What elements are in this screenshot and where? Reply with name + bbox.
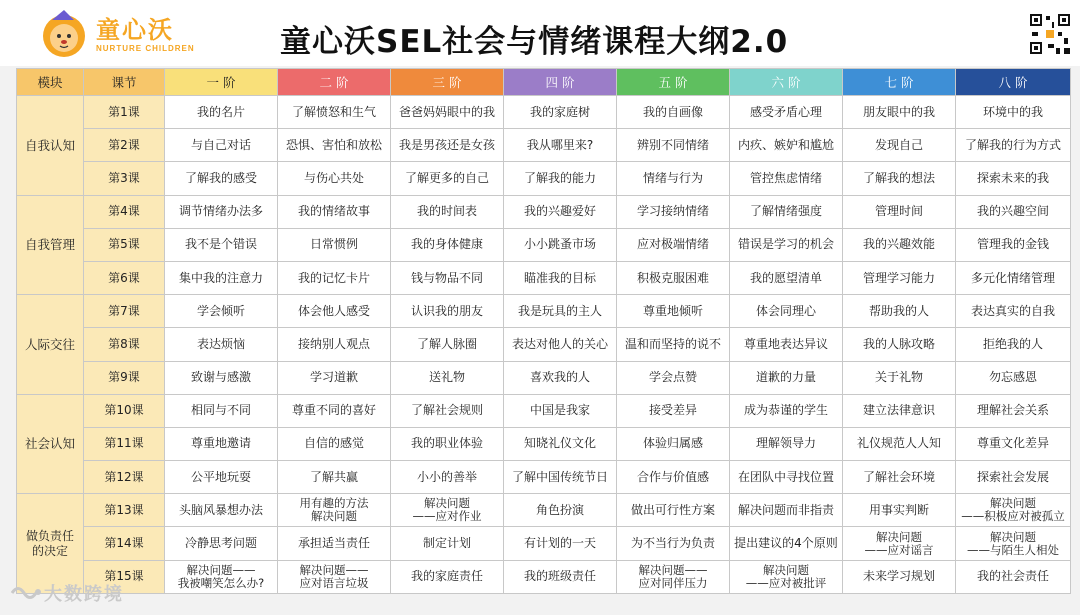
topic-cell: 温和而坚持的说不 [617,328,730,361]
topic-cell: 我的自画像 [617,96,730,129]
topic-cell: 表达真实的自我 [956,295,1071,328]
page-title: 童心沃SEL社会与情绪课程大纲2.0 [280,24,789,60]
table-header-row [17,69,1071,96]
topic-cell: 表达对他人的关心 [504,328,617,361]
table-row [17,527,1071,560]
lesson-cell: 第8课 [84,328,165,361]
topic-cell: 了解我的感受 [165,162,278,195]
topic-cell: 关于礼物 [843,361,956,394]
topic-cell: 解决问题 ——应对作业 [391,494,504,527]
topic-cell: 在团队中寻找位置 [730,461,843,494]
topic-cell: 解决问题—— 应对语言垃圾 [278,560,391,593]
topic-cell: 理解领导力 [730,427,843,460]
topic-cell: 管控焦虑情绪 [730,162,843,195]
topic-cell: 承担适当责任 [278,527,391,560]
topic-cell: 有计划的一天 [504,527,617,560]
topic-cell: 解决问题—— 应对同伴压力 [617,560,730,593]
topic-cell: 相同与不同 [165,394,278,427]
curriculum-table [16,68,1071,594]
brand-name-cn: 童心沃 [96,15,174,44]
topic-cell: 管理时间 [843,195,956,228]
module-cell: 做负责任的决定 [17,494,84,594]
topic-cell: 与伤心共处 [278,162,391,195]
topic-cell: 我是男孩还是女孩 [391,129,504,162]
topic-cell: 感受矛盾心理 [730,96,843,129]
topic-cell: 致谢与感激 [165,361,278,394]
topic-cell: 知晓礼仪文化 [504,427,617,460]
lesson-cell: 第12课 [84,461,165,494]
topic-cell: 应对极端情绪 [617,228,730,261]
topic-cell: 探索社会发展 [956,461,1071,494]
topic-cell: 我的兴趣爱好 [504,195,617,228]
topic-cell: 解决问题而非指责 [730,494,843,527]
topic-cell: 发现自己 [843,129,956,162]
topic-cell: 建立法律意识 [843,394,956,427]
topic-cell: 为不当行为负责 [617,527,730,560]
topic-cell: 朋友眼中的我 [843,96,956,129]
table-row [17,195,1071,228]
topic-cell: 尊重地邀请 [165,427,278,460]
topic-cell: 我的人脉攻略 [843,328,956,361]
table-row [17,261,1071,294]
topic-cell: 礼仪规范人人知 [843,427,956,460]
topic-cell: 用事实判断 [843,494,956,527]
module-cell: 自我管理 [17,195,84,295]
topic-cell: 帮助我的人 [843,295,956,328]
lesson-cell: 第13课 [84,494,165,527]
topic-cell: 了解愤怒和生气 [278,96,391,129]
topic-cell: 探索未来的我 [956,162,1071,195]
lesson-cell: 第9课 [84,361,165,394]
topic-cell: 喜欢我的人 [504,361,617,394]
lesson-cell: 第3课 [84,162,165,195]
topic-cell: 认识我的朋友 [391,295,504,328]
column-header-0: 模块 [17,69,84,96]
topic-cell: 解决问题 ——应对谣言 [843,527,956,560]
topic-cell: 合作与价值感 [617,461,730,494]
watermark [8,580,124,606]
topic-cell: 我的社会责任 [956,560,1071,593]
topic-cell: 我的兴趣效能 [843,228,956,261]
topic-cell: 我的家庭树 [504,96,617,129]
topic-cell: 我的家庭责任 [391,560,504,593]
topic-cell: 勿忘感恩 [956,361,1071,394]
topic-cell: 日常惯例 [278,228,391,261]
topic-cell: 了解更多的自己 [391,162,504,195]
topic-cell: 我的记忆卡片 [278,261,391,294]
topic-cell: 了解社会规则 [391,394,504,427]
topic-cell: 未来学习规划 [843,560,956,593]
brand-name-en: NURTURE CHILDREN [96,43,195,53]
topic-cell: 表达烦恼 [165,328,278,361]
topic-cell: 解决问题 ——与陌生人相处 [956,527,1071,560]
topic-cell: 小小的善举 [391,461,504,494]
table-row [17,295,1071,328]
lesson-cell: 第6课 [84,261,165,294]
topic-cell: 我的职业体验 [391,427,504,460]
topic-cell: 了解中国传统节日 [504,461,617,494]
module-cell: 自我认知 [17,96,84,196]
topic-cell: 中国是我家 [504,394,617,427]
table-row [17,461,1071,494]
topic-cell: 学会点赞 [617,361,730,394]
topic-cell: 错误是学习的机会 [730,228,843,261]
topic-cell: 尊重文化差异 [956,427,1071,460]
topic-cell: 角色扮演 [504,494,617,527]
lesson-cell: 第15课 [84,560,165,593]
column-header-7: 六 阶 [730,69,843,96]
topic-cell: 多元化情绪管理 [956,261,1071,294]
column-header-9: 八 阶 [956,69,1071,96]
lesson-cell: 第2课 [84,129,165,162]
module-cell: 社会认知 [17,394,84,494]
topic-cell: 小小跳蚤市场 [504,228,617,261]
table-row [17,394,1071,427]
topic-cell: 提出建议的4个原则 [730,527,843,560]
topic-cell: 内疚、嫉妒和尴尬 [730,129,843,162]
topic-cell: 辨别不同情绪 [617,129,730,162]
topic-cell: 体会同理心 [730,295,843,328]
topic-cell: 我的兴趣空间 [956,195,1071,228]
topic-cell: 我的愿望清单 [730,261,843,294]
lesson-cell: 第4课 [84,195,165,228]
topic-cell: 公平地玩耍 [165,461,278,494]
topic-cell: 用有趣的方法 解决问题 [278,494,391,527]
topic-cell: 解决问题 ——应对被批评 [730,560,843,593]
topic-cell: 理解社会关系 [956,394,1071,427]
topic-cell: 制定计划 [391,527,504,560]
topic-cell: 恐惧、害怕和放松 [278,129,391,162]
topic-cell: 拒绝我的人 [956,328,1071,361]
table-row [17,494,1071,527]
topic-cell: 接受差异 [617,394,730,427]
topic-cell: 体会他人感受 [278,295,391,328]
lesson-cell: 第11课 [84,427,165,460]
topic-cell: 爸爸妈妈眼中的我 [391,96,504,129]
topic-cell: 与自己对话 [165,129,278,162]
topic-cell: 我从哪里来? [504,129,617,162]
topic-cell: 学会倾听 [165,295,278,328]
topic-cell: 我的班级责任 [504,560,617,593]
topic-cell: 钱与物品不同 [391,261,504,294]
topic-cell: 了解我的想法 [843,162,956,195]
topic-cell: 道歉的力量 [730,361,843,394]
topic-cell: 我的时间表 [391,195,504,228]
lesson-cell: 第10课 [84,394,165,427]
topic-cell: 接纳别人观点 [278,328,391,361]
topic-cell: 积极克服困难 [617,261,730,294]
table-row [17,162,1071,195]
table-row [17,228,1071,261]
topic-cell: 学习道歉 [278,361,391,394]
topic-cell: 解决问题 ——积极应对被孤立 [956,494,1071,527]
topic-cell: 我是玩具的主人 [504,295,617,328]
topic-cell: 体验归属感 [617,427,730,460]
table-row [17,96,1071,129]
topic-cell: 我的情绪故事 [278,195,391,228]
topic-cell: 解决问题—— 我被嘲笑怎么办? [165,560,278,593]
column-header-1: 课节 [84,69,165,96]
column-header-2: 一 阶 [165,69,278,96]
lesson-cell: 第14课 [84,527,165,560]
topic-cell: 尊重地表达异议 [730,328,843,361]
table-row [17,427,1071,460]
topic-cell: 自信的感觉 [278,427,391,460]
topic-cell: 学习接纳情绪 [617,195,730,228]
lesson-cell: 第7课 [84,295,165,328]
column-header-6: 五 阶 [617,69,730,96]
column-header-4: 三 阶 [391,69,504,96]
topic-cell: 我的身体健康 [391,228,504,261]
table-row [17,129,1071,162]
topic-cell: 了解共赢 [278,461,391,494]
topic-cell: 环境中的我 [956,96,1071,129]
column-header-5: 四 阶 [504,69,617,96]
module-cell: 人际交往 [17,295,84,395]
watermark-logo-icon [8,582,44,604]
topic-cell: 了解社会环境 [843,461,956,494]
column-header-8: 七 阶 [843,69,956,96]
topic-cell: 管理学习能力 [843,261,956,294]
watermark-text: 大数跨境 [44,584,124,605]
topic-cell: 送礼物 [391,361,504,394]
qr-code-icon [1028,12,1072,56]
topic-cell: 了解情绪强度 [730,195,843,228]
topic-cell: 冷静思考问题 [165,527,278,560]
topic-cell: 我的名片 [165,96,278,129]
topic-cell: 瞄准我的目标 [504,261,617,294]
page-header [0,0,1080,66]
column-header-3: 二 阶 [278,69,391,96]
topic-cell: 情绪与行为 [617,162,730,195]
topic-cell: 了解人脉圈 [391,328,504,361]
topic-cell: 了解我的能力 [504,162,617,195]
topic-cell: 了解我的行为方式 [956,129,1071,162]
topic-cell: 集中我的注意力 [165,261,278,294]
topic-cell: 管理我的金钱 [956,228,1071,261]
table-row [17,560,1071,593]
lesson-cell: 第5课 [84,228,165,261]
brand-logo [38,10,195,58]
table-row [17,361,1071,394]
table-row [17,328,1071,361]
topic-cell: 尊重不同的喜好 [278,394,391,427]
lion-mascot-icon [38,10,90,58]
topic-cell: 我不是个错误 [165,228,278,261]
topic-cell: 调节情绪办法多 [165,195,278,228]
lesson-cell: 第1课 [84,96,165,129]
topic-cell: 头脑风暴想办法 [165,494,278,527]
topic-cell: 做出可行性方案 [617,494,730,527]
topic-cell: 尊重地倾听 [617,295,730,328]
topic-cell: 成为恭谨的学生 [730,394,843,427]
